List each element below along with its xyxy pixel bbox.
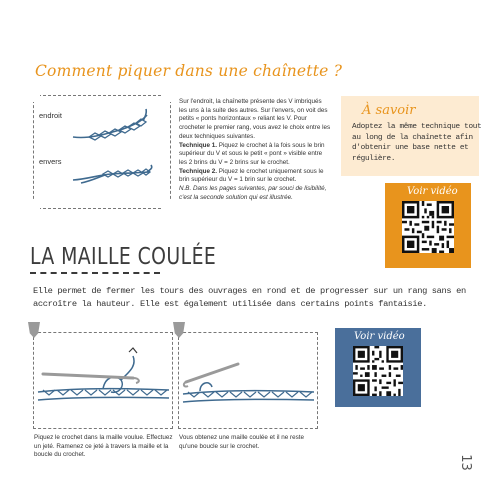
label-envers: envers [39, 157, 62, 166]
technique-2-label: Technique 2. [179, 167, 218, 175]
tip-title: À savoir [362, 103, 416, 118]
chain-front-illustration [73, 109, 147, 140]
video-card-1-title: Voir vidéo [407, 186, 458, 197]
section-heading-question: Comment piquer dans une chaînette ? [35, 62, 343, 80]
instructions-note: N.B. Dans les pages suivantes, par souci de lisibilité, c'est la seconde solution qui est illustrée. [179, 185, 327, 201]
label-endroit: endroit [39, 111, 62, 120]
chain-back-illustration [73, 165, 152, 183]
caption-step1: Piquez le crochet dans la maille voulue. Effectuez un jeté. Ramenez ce jeté à travers la maille et la boucle du crochet. [34, 434, 173, 459]
page-number: 13 [457, 454, 473, 471]
instructions-intro: Sur l'endroit, la chaînette présente des V imbriqués les uns à la suite des autres. Sur l'envers, on voit des petits « ponts horizontaux » reliant les V. Pour crocheter le premier rang, vous avez le choix entre les deux techniques suivantes. [179, 98, 331, 140]
qr-code-icon[interactable] [353, 346, 403, 396]
title-underline [30, 272, 160, 274]
video-card-2-title: Voir vidéo [354, 331, 405, 342]
chain-instructions [179, 98, 331, 202]
technique-1-text: Piquez le crochet à la fois sous le brin supérieur du V et sous le petit « pont » visible entre les 2 brins du V = 2 brins sur le crochet. [179, 141, 325, 166]
chain-illustration [33, 95, 169, 207]
slip-stitch-step2-illustration [178, 332, 316, 427]
slip-stitch-step1-illustration [33, 332, 171, 427]
technique-1-label: Technique 1. [179, 141, 218, 149]
qr-code-icon[interactable] [402, 201, 454, 253]
tip-text: Adoptez la même technique tout au long de la chaînette afin d'obtenir une base nette et régulière. [352, 123, 482, 163]
section-intro: Elle permet de fermer les tours des ouvrages en rond et de progresser sur un rang sans en accroître la hauteur. Elle est également utilisée dans certains points fantaisie. [33, 286, 466, 309]
section-title-maille-coulee: LA MAILLE COULÉE [30, 244, 217, 270]
technique-2-text: Piquez le crochet uniquement sous le brin supérieur du V = 1 brin sur le crochet. [179, 167, 324, 184]
caption-step2: Vous obtenez une maille coulée et il ne reste qu'une boucle sur le crochet. [179, 434, 304, 450]
